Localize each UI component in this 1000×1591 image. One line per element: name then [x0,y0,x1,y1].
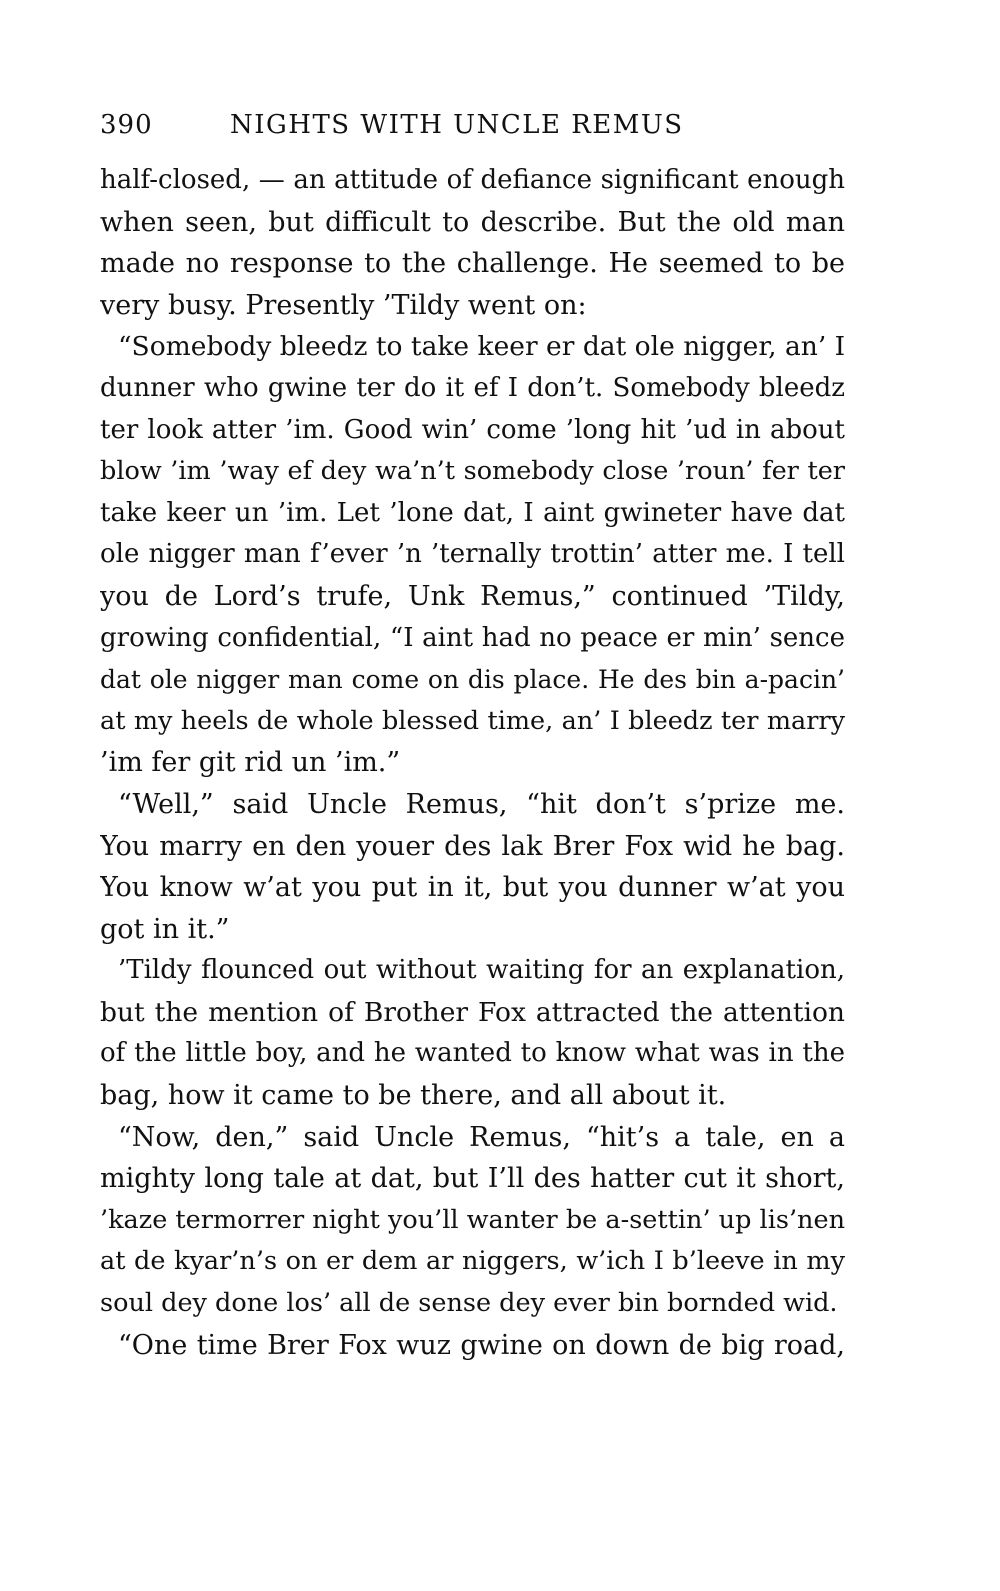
page-number: 390 [100,110,153,140]
text-line: of the little boy, and he wanted to know what was in the [100,1038,845,1069]
running-head [100,110,845,146]
text-line: growing confidential, “I aint had no peace er min’ sence [100,622,845,653]
text-line: ter look atter ’im. Good win’ come ’long hit ’ud in about [100,414,845,445]
text-line: ole nigger man f’ever ’n ’ternally trottin’ atter me. I tell [100,539,845,570]
body-text [100,160,845,1366]
text-line: at de kyar’n’s on er dem ar niggers, w’ich I b’leeve in my [100,1246,845,1277]
text-line: ’Tildy flounced out without waiting for an explanation, [118,955,845,986]
text-line: ’kaze termorrer night you’ll wanter be a-settin’ up lis’nen [100,1204,845,1235]
text-line: dat ole nigger man come on dis place. He des bin a-pacin’ [100,665,845,695]
text-line: “Well,” said Uncle Remus, “hit don’t s’prize me. [118,788,845,820]
text-line: half-closed, — an attitude of defiance significant enough [100,165,845,195]
text-line: You know w’at you put in it, but you dunner w’at you [100,872,845,904]
text-line: mighty long tale at dat, but I’ll des hatter cut it short, [100,1163,845,1195]
text-line: soul dey done los’ all de sense dey ever bin bornded wid. [100,1288,838,1319]
text-line: “Somebody bleedz to take keer er dat ole nigger, an’ I [118,331,845,363]
text-line: “Now, den,” said Uncle Remus, “hit’s a tale, en a [118,1121,845,1153]
text-line: made no response to the challenge. He seemed to be [100,248,845,280]
book-page [100,110,845,1366]
text-line: ’im fer git rid un ’im.” [100,747,401,779]
text-line: You marry en den youer des lak Brer Fox wid he bag. [100,830,845,862]
text-line: “One time Brer Fox wuz gwine on down de big road, [118,1329,845,1361]
text-line: but the mention of Brother Fox attracted the attention [100,996,845,1028]
text-line: dunner who gwine ter do it ef I don’t. Somebody bleedz [100,372,845,403]
text-line: at my heels de whole blessed time, an’ I bleedz ter marry [100,705,845,736]
text-line: very busy. Presently ’Tildy went on: [100,289,587,321]
running-title: NIGHTS WITH UNCLE REMUS [230,110,684,140]
text-line: take keer un ’im. Let ’lone dat, I aint gwineter have dat [100,497,845,528]
text-line: bag, how it came to be there, and all about it. [100,1080,727,1112]
text-line: you de Lord’s trufe, Unk Remus,” continued ’Tildy, [100,580,845,612]
text-line: blow ’im ’way ef dey wa’n’t somebody close ’roun’ fer ter [100,456,845,487]
text-line: got in it.” [100,913,230,945]
text-line: when seen, but difficult to describe. But the old man [100,206,845,238]
